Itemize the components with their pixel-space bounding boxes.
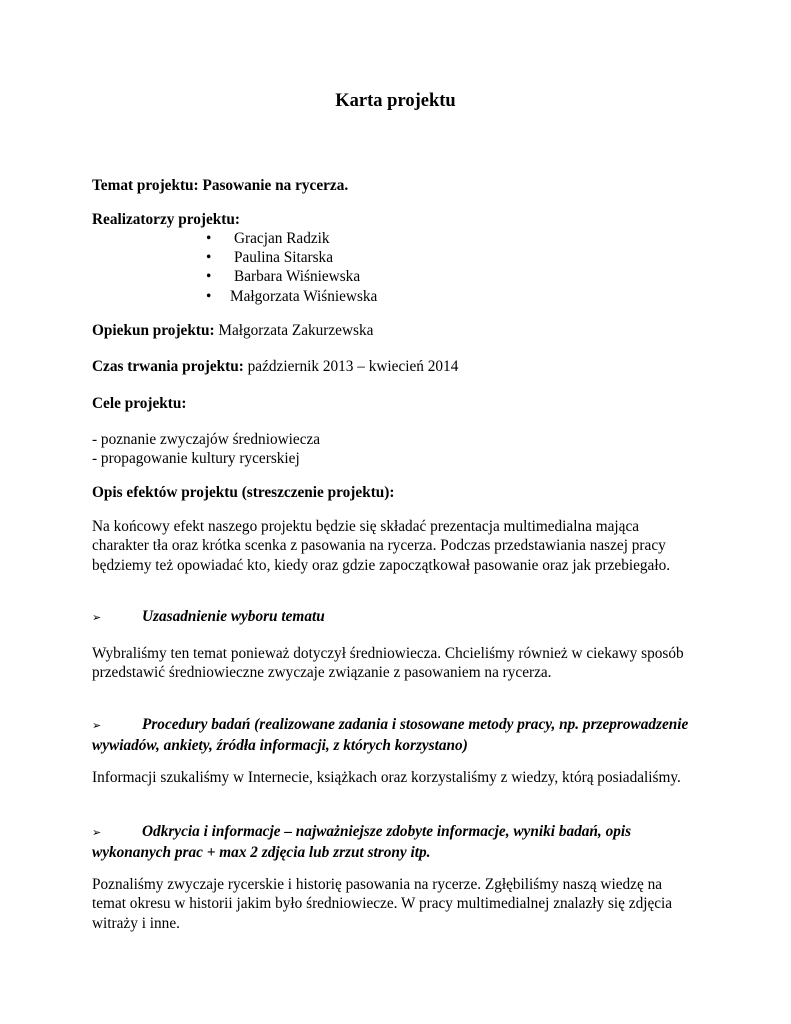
effects-paragraph [92, 517, 702, 575]
author-name: Barbara Wiśniewska [234, 268, 361, 286]
section-heading-text: wykonanych prac + max 2 zdjęcia lub zrzut strony itp. [92, 844, 431, 862]
section-body-procedures [92, 768, 702, 787]
section-heading-procedures [92, 715, 712, 756]
duration-label: Czas trwania projektu: [92, 358, 244, 375]
goals-list [92, 430, 702, 469]
section-heading-text: Odkrycia i informacje – najważniejsze zdobyte informacje, wyniki badań, opis [142, 823, 632, 840]
paragraph-line: będziemy też opowiadać kto, kiedy oraz gdzie zapoczątkował pasowanie oraz jak przebiegało. [92, 556, 671, 574]
authors-list [206, 230, 377, 307]
arrow-bullet-icon: ➢ [92, 827, 102, 839]
supervisor-value: Małgorzata Zakurzewska [214, 322, 374, 339]
project-topic: Temat projektu: Pasowanie na rycerza. [92, 177, 349, 194]
bullet-icon: • [206, 287, 212, 305]
paragraph-line: Wybraliśmy ten temat ponieważ dotyczył średniowiecza. Chcieliśmy również w ciekawy sposób [92, 645, 684, 662]
section-body-justification [92, 644, 702, 683]
paragraph-line: przedstawić średniowieczne zwyczaje związanie z pasowaniem na rycerza. [92, 664, 552, 682]
paragraph-line: Informacji szukaliśmy w Internecie, książkach oraz korzystaliśmy z wiedzy, którą posiadaliśmy. [92, 769, 681, 786]
section-heading-text: Procedury badań (realizowane zadania i stosowane metody pracy, np. przeprowadzenie [142, 716, 689, 733]
goal-item: - poznanie zwyczajów średniowiecza [92, 431, 321, 448]
section-heading-discoveries [92, 822, 712, 863]
duration-line [92, 358, 712, 377]
duration-value: październik 2013 – kwiecień 2014 [243, 358, 459, 375]
authors-heading: Realizatorzy projektu: [92, 211, 240, 228]
section-heading-justification [92, 607, 712, 628]
bullet-icon: • [206, 230, 212, 247]
list-item [206, 288, 377, 307]
paragraph-line: charakter tła oraz krótka scenka z pasowania na rycerza. Podczas przedstawiania naszej pracy [92, 537, 666, 555]
paragraph-line: Poznaliśmy zwyczaje rycerskie i historię pasowania na rycerze. Zgłębiliśmy naszą wiedzę na [92, 876, 663, 893]
section-body-discoveries [92, 875, 702, 933]
goal-item: - propagowanie kultury rycerskiej [92, 450, 300, 468]
list-item [206, 249, 377, 268]
supervisor-line [92, 322, 712, 341]
arrow-bullet-icon: ➢ [92, 612, 102, 624]
author-name: Gracjan Radzik [234, 230, 330, 247]
paragraph-line: temat okresu w historii jakim było średniowiecze. W pracy multimedialnej znalazły się zdjęcia [92, 895, 673, 913]
paragraph-line: witraży i inne. [92, 914, 180, 932]
effects-heading: Opis efektów projektu (streszczenie projektu): [92, 484, 395, 501]
arrow-bullet-icon: ➢ [92, 720, 102, 732]
paragraph-line: Na końcowy efekt naszego projektu będzie się składać prezentacja multimedialna mająca [92, 518, 640, 535]
page-title: Karta projektu [335, 91, 456, 111]
author-name: Małgorzata Wiśniewska [230, 287, 378, 305]
list-item [206, 230, 377, 249]
list-item [206, 268, 377, 287]
bullet-icon: • [206, 268, 212, 286]
bullet-icon: • [206, 249, 212, 267]
section-heading-text: Uzasadnienie wyboru tematu [142, 608, 325, 625]
goals-heading: Cele projektu: [92, 395, 187, 412]
section-heading-text: wywiadów, ankiety, źródła informacji, z których korzystano) [92, 737, 468, 755]
supervisor-label: Opiekun projektu: [92, 322, 215, 339]
author-name: Paulina Sitarska [234, 249, 333, 267]
